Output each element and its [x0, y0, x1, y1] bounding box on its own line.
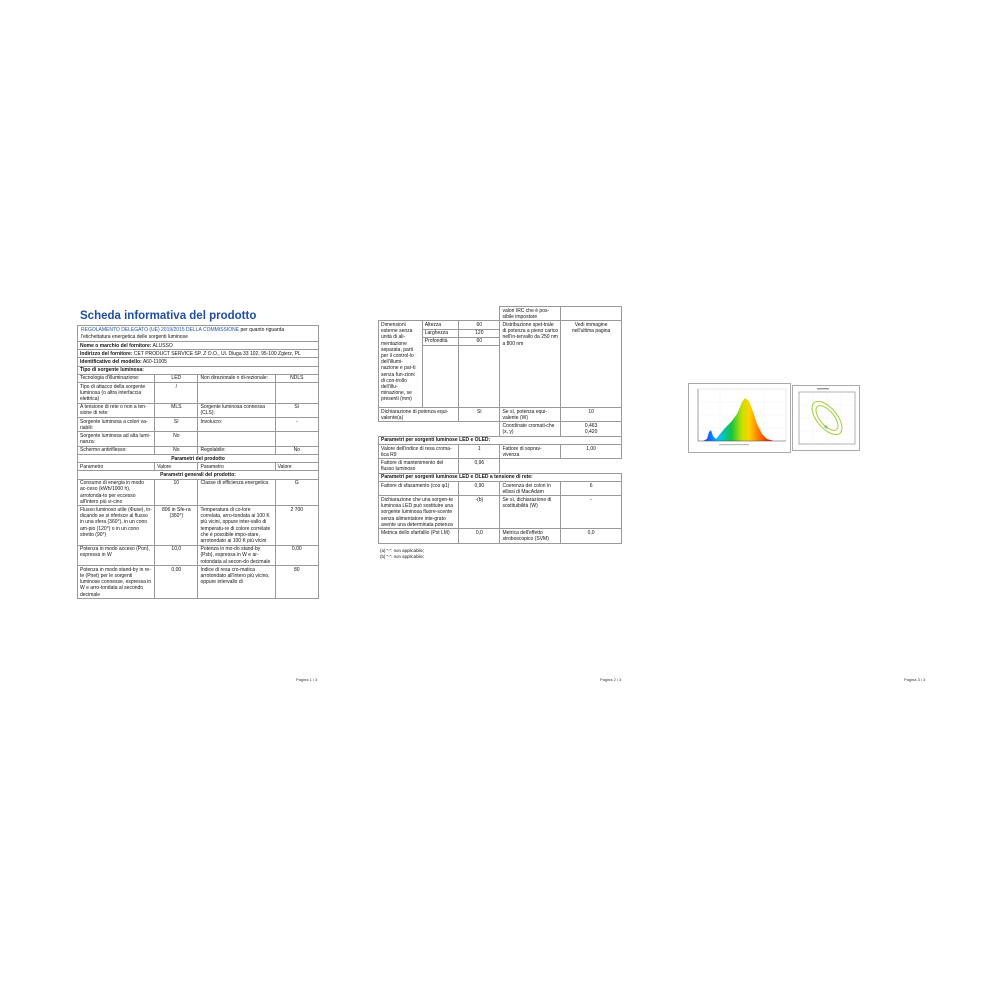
table-row — [78, 418, 319, 432]
maintenance-label: Fattore di mantenimento del flusso luminoso — [379, 459, 459, 473]
param-value: 0,00 — [155, 566, 198, 599]
col-header-param: Parametro — [198, 463, 275, 471]
led-params-heading: Parametri per sorgenti luminose LED e OLED: — [379, 436, 622, 444]
param-value: No — [275, 446, 318, 454]
col-header-value: Valore — [275, 463, 318, 471]
param-value: Sì — [275, 403, 318, 417]
param-label: Classe di efficienza energetica — [198, 479, 275, 506]
flicker-label: Metrica dello sfarfallio (Pst LM) — [379, 529, 459, 543]
page-title: Scheda informativa del prodotto — [80, 310, 257, 322]
table-row — [78, 506, 319, 545]
param-label: Regolabile: — [198, 446, 275, 454]
param-value: 2 700 — [275, 506, 318, 545]
page-number: Pagina 3 / 3 — [904, 677, 926, 682]
supplier-name-row — [78, 342, 319, 350]
param-value: / — [155, 383, 198, 404]
table-row — [78, 545, 319, 566]
replacement-watt-value: - — [561, 496, 622, 529]
dim-height-label: Altezza — [422, 321, 458, 329]
product-info-table — [77, 325, 319, 599]
spectral-value: Vedi immagine nell'ultima pagina — [561, 321, 622, 408]
param-value: MLS — [155, 403, 198, 417]
phase-factor-label: Fattore di sfasamento (cos φ1) — [379, 482, 459, 496]
stroboscopic-value: 0,0 — [561, 529, 622, 543]
document-page-1 — [77, 306, 319, 599]
dim-height-value: 60 — [459, 321, 500, 329]
macadam-label: Coerenza dei colori in ellissi di MacAdam — [500, 482, 561, 496]
table-row — [78, 566, 319, 599]
param-label: A tensione di rete o non a ten-sione di rete: — [78, 403, 155, 417]
table-row — [78, 479, 319, 506]
param-value — [275, 432, 318, 446]
spectral-distribution-graphic — [689, 384, 790, 452]
dim-width-label: Larghezza — [422, 329, 458, 337]
regulation-reference: REGOLAMENTO DELEGATO (UE) 2019/2015 DELLA COMMISSIONE — [81, 327, 240, 333]
supplier-address: CET PRODUCT SERVICE SP. Z O.O., Ul. Dluga 33 102, 95-100 Zgierz, PL — [133, 350, 301, 357]
chromaticity-diagram — [792, 385, 860, 451]
phase-factor-value: 0,90 — [459, 482, 500, 496]
supplier-name-label: Nome o marchio del fornitore: — [80, 342, 152, 349]
cri-range-cont: valori IRC che è pos-sibile impostare — [500, 307, 561, 321]
param-label: Consumo di energia in modo ac-ceso (kWh/1000 h), arrotonda-to per eccesso all'intero più vi-cino — [78, 479, 155, 506]
macadam-value: 6 — [561, 482, 622, 496]
param-label: Potenza in modo acceso (Pon), espressa in W — [78, 545, 155, 566]
param-value — [275, 383, 318, 404]
survival-value: 1,00 — [561, 445, 622, 459]
macadam-ellipse-graphic — [793, 386, 859, 450]
col-header-param: Parametro — [78, 463, 155, 471]
dim-depth-value: 60 — [459, 337, 500, 345]
maintenance-value: 0,96 — [459, 459, 500, 473]
param-value: 10,0 — [155, 545, 198, 566]
equiv-power-value: Sì — [459, 408, 500, 422]
chroma-y: 0,420 — [584, 429, 598, 436]
regulation-text: per quanto riguarda l'etichettatura energetica delle sorgenti luminose — [81, 327, 285, 340]
r9-value: 1 — [459, 445, 500, 459]
chroma-label: Coordinate cromati-che (x, y) — [500, 422, 561, 436]
replacement-value: -(b) — [459, 496, 500, 529]
model-id: A60-11005 — [142, 358, 167, 365]
param-label: Temperatura di co-lore correlata, arro-tondata ai 100 K più vicini, oppure inter-vallo di temperatu-re di colore correlate che è possibile impo-stare, arrotondato ai 100 K più vicini — [198, 506, 275, 545]
general-params-heading: Parametri generali del prodotto: — [78, 471, 319, 479]
param-label — [198, 383, 275, 404]
table-row — [78, 383, 319, 404]
replacement-watt-label: Se sì, dichiarazione di sostituibilità (W) — [500, 496, 561, 529]
param-label: Sorgente luminosa connessa (CLS): — [198, 403, 275, 417]
param-label: Schermo antiriflesso: — [78, 446, 155, 454]
chroma-x: 0,463 — [584, 422, 598, 429]
param-label: Potenza in mo-do stand-by (Psb), espressa in W e ar-rotondata al secon-do decimale — [198, 545, 275, 566]
param-label: Potenza in modo stand-by in re-te (Pnet) per le sorgenti luminose connesse, espressa in W e arro-tondata al secondo decimale — [78, 566, 155, 599]
param-label: Tecnologia d'illuminazione: — [78, 374, 155, 382]
equiv-power-label: Dichiarazione di potenza equi-valente(a) — [379, 408, 459, 422]
param-value: G — [275, 479, 318, 506]
document-page-2 — [378, 306, 622, 560]
param-label: Sorgente luminosa a colori va-riabili: — [78, 418, 155, 432]
param-label: Flusso luminoso utile (Φuse), in-dicando se si riferisce al flusso in una sfera (360°), in un cono am-pio (120°) o in un cono stretto (90°) — [78, 506, 155, 545]
col-header-value: Valore — [155, 463, 198, 471]
param-value: 80 — [275, 566, 318, 599]
equiv-watt-value: 10 — [561, 408, 622, 422]
param-value: 0,00 — [275, 545, 318, 566]
flicker-value: 0,0 — [459, 529, 500, 543]
page-number: Pagina 2 / 3 — [600, 677, 622, 682]
regulation-note — [78, 326, 319, 342]
equiv-watt-label: Se sì, potenza equi-valente (W) — [500, 408, 561, 422]
footnote-b: (b) "-": non applicabile; — [380, 553, 425, 559]
supplier-name: ALUSSO — [152, 342, 173, 349]
survival-label: Fattore di soprav-vivenza — [500, 445, 561, 459]
r9-label: Valore dell'indice di resa croma-tica R9 — [379, 445, 459, 459]
model-row — [78, 358, 319, 366]
spectral-label: Distribuzione spet-trale di potenza a pieno carico nell'in-tervallo da 250 nm a 800 nm — [500, 321, 561, 408]
param-value: No — [155, 432, 198, 446]
mains-params-heading: Parametri per sorgenti luminose LED e OLED a tensione di rete: — [379, 473, 622, 481]
param-value: 10 — [155, 479, 198, 506]
param-label: Sorgente luminosa ad alta lumi-nanza: — [78, 432, 155, 446]
param-value: NDLS — [275, 374, 318, 382]
stroboscopic-label: Metrica dell'effetto stroboscopico (SVM) — [500, 529, 561, 543]
supplier-address-row — [78, 350, 319, 358]
spectrum-image — [688, 383, 791, 453]
param-value: No — [155, 446, 198, 454]
dim-width-value: 120 — [459, 329, 500, 337]
product-info-table-continued — [378, 306, 622, 544]
param-label: Indice di resa cro-matica arrotondato all'intero più vicino, oppure intervallo di — [198, 566, 275, 599]
table-row — [78, 446, 319, 454]
product-params-heading: Parametri del prodotto — [78, 455, 319, 463]
supplier-address-label: Indirizzo del fornitore: — [80, 350, 133, 357]
table-row — [78, 432, 319, 446]
chroma-values — [561, 422, 622, 436]
source-type-heading: Tipo di sorgente luminosa: — [78, 366, 319, 374]
param-label: Involucro: — [198, 418, 275, 432]
param-label — [198, 432, 275, 446]
dim-depth-label: Profondità — [422, 337, 458, 345]
replacement-label: Dichiarazione che una sorgen-te luminosa LED può sostituire una sorgente luminosa fluore-scente senza alimentatore inte-grato avente una determinata potenza — [379, 496, 459, 529]
param-value: LED — [155, 374, 198, 382]
param-value: 806 in Sfe-ra (360°) — [155, 506, 198, 545]
footnote-a: (a) "-": non applicabile; — [380, 547, 425, 553]
param-label: Tipo di attacco della sorgente luminosa (o altra interfaccia elettrica) — [78, 383, 155, 404]
table-row — [78, 374, 319, 382]
page-number: Pagina 1 / 3 — [296, 677, 318, 682]
dimensions-label: Dimensioni esterne senza unità di ali-mentazione separata, parti per il control-lo dell'illumi-nazione e par-ti senza fun-zioni di con-trollo dell'illu-minazione, se presenti (mm) — [379, 321, 423, 408]
param-value: - — [275, 418, 318, 432]
table-row — [78, 403, 319, 417]
param-value: Sì — [155, 418, 198, 432]
param-label: Non direzionale o di-rezionale: — [198, 374, 275, 382]
model-label: Identificativo del modello: — [80, 358, 142, 365]
